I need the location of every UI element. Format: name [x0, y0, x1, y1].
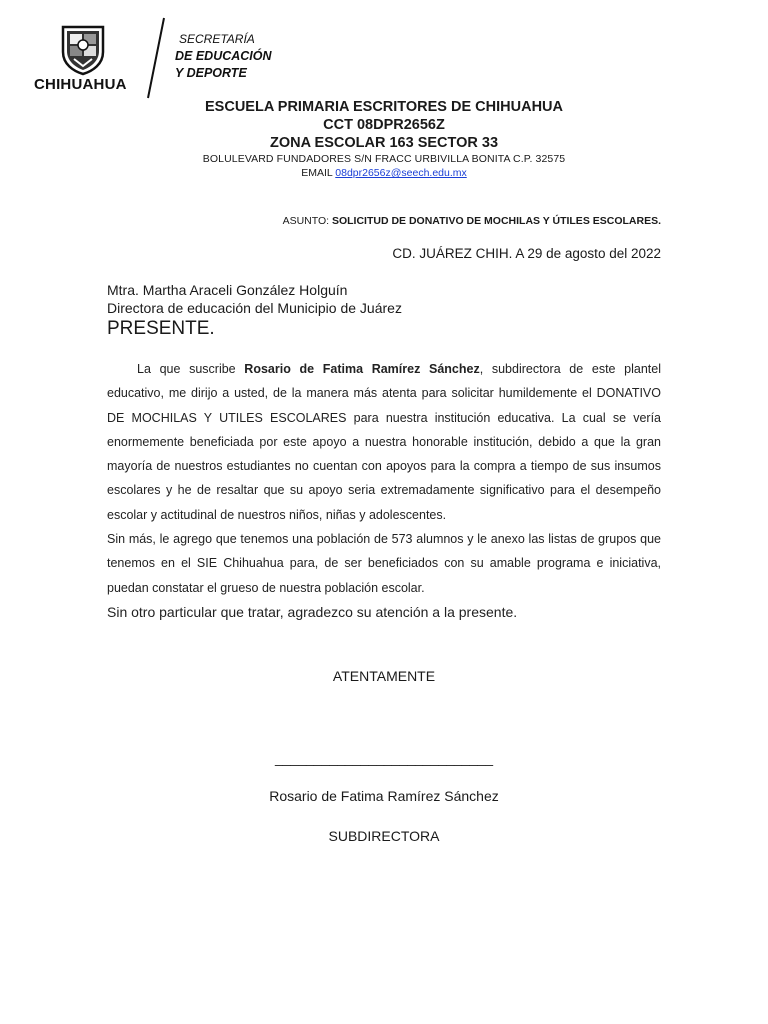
email-link[interactable]: 08dpr2656z@seech.edu.mx	[335, 167, 467, 179]
recipient-title: Directora de educación del Municipio de Juárez	[107, 300, 402, 316]
logo-divider-slash	[140, 16, 170, 100]
p1-rest: , subdirectora de este plantel educativo, me dirijo a usted, de la manera más atenta para solicitar humildemente el DONATIVO DE MOCHILAS Y UTILES ESCOLARES para nuestra institución educativa. La cual se vería enormemente beneficiada por este apoyo a nuestra honorable institución, debido a que la gran mayoría de nuestros estudiantes no cuentan con apoyos para la compra a tiempo de sus insumos escolares y he de resaltar que su apoyo seria extremadamente significativo para el desempeño escolar y actitudinal de nuestros niños, niñas y adolescentes.	[107, 362, 661, 522]
salutation: PRESENTE.	[107, 318, 215, 339]
secretaria-line1: SECRETARÍA	[179, 32, 255, 46]
signature-line: ____________________________	[274, 750, 493, 766]
school-address: BOLULEVARD FUNDADORES S/N FRACC URBIVILLA BONITA C.P. 32575	[202, 153, 566, 165]
subject-label: ASUNTO:	[282, 215, 332, 227]
paragraph-2: Sin más, le agrego que tenemos una población de 573 alumnos y le anexo las listas de grupos que tenemos en el SIE Chihuahua para, de ser beneficiados con su amable programa e iniciativa, puedan constatar el grueso de nuestra población escolar.	[107, 532, 661, 595]
chihuahua-shield-logo	[60, 24, 106, 76]
p1-intro: La que suscribe	[137, 362, 245, 376]
recipient-name: Mtra. Martha Araceli González Holguín	[107, 282, 348, 298]
school-zone: ZONA ESCOLAR 163 SECTOR 33	[269, 135, 499, 151]
letter-body	[107, 357, 661, 624]
school-cct: CCT 08DPR2656Z	[323, 117, 445, 133]
secretaria-line3: Y DEPORTE	[175, 66, 247, 80]
school-name: ESCUELA PRIMARIA ESCRITORES DE CHIHUAHUA	[205, 99, 563, 115]
secretaria-line2: DE EDUCACIÓN	[175, 49, 272, 63]
subject-line	[0, 215, 661, 227]
paragraph-1	[107, 357, 661, 527]
paragraph-3: Sin otro particular que tratar, agradezco su atención a la presente.	[107, 603, 518, 620]
closing-word: ATENTAMENTE	[332, 668, 436, 684]
subject-text: SOLICITUD DE DONATIVO DE MOCHILAS Y ÚTILES ESCOLARES.	[331, 215, 661, 227]
signer-role: SUBDIRECTORA	[328, 828, 440, 844]
p1-signer-name: Rosario de Fatima Ramírez Sánchez	[244, 362, 480, 376]
email-line	[0, 167, 768, 179]
signer-name: Rosario de Fatima Ramírez Sánchez	[269, 788, 499, 804]
date-line: CD. JUÁREZ CHIH. A 29 de agosto del 2022	[392, 246, 661, 261]
email-label: EMAIL	[301, 167, 336, 179]
logo-wordmark: CHIHUAHUA	[34, 76, 127, 93]
